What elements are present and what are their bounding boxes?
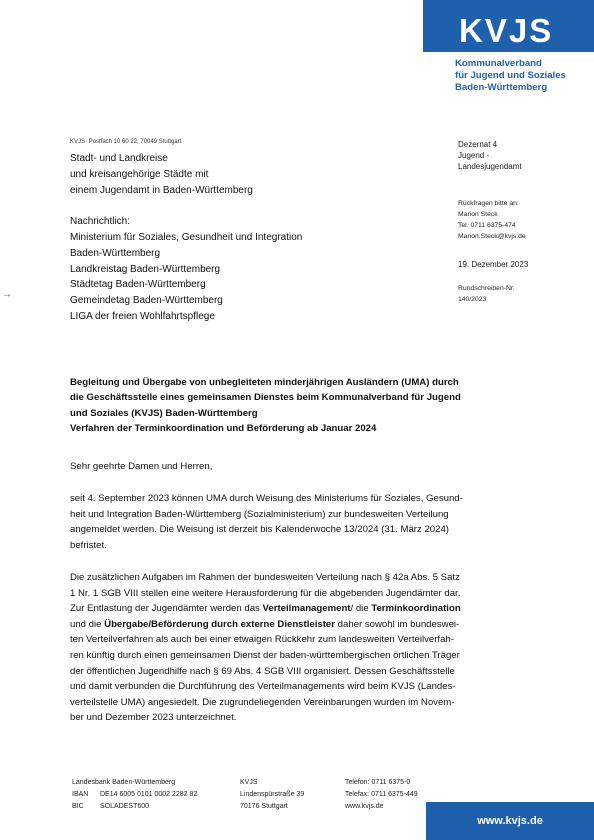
logo-subtitle: [455, 58, 566, 94]
bold-text-run: Verteilmanagement: [262, 603, 351, 615]
website-badge[interactable]: [426, 802, 594, 840]
footer-street: Lindenspürstraße 39: [240, 791, 305, 798]
paragraph-1: [70, 491, 520, 553]
paragraph-line: befristet.: [70, 539, 107, 551]
logo-line-1: Kommunalverband: [455, 58, 542, 69]
footer-web[interactable]: www.kvjs.de: [345, 803, 384, 810]
bic-row: [72, 801, 197, 813]
department-line: Dezernat 4: [458, 140, 498, 149]
circular-block: [458, 283, 515, 305]
department-line: Jugend -: [458, 151, 490, 160]
letter-subject: [70, 375, 530, 436]
paragraph-line: Die zusätzlichen Aufgaben im Rahmen der bundesweiten Verteilung nach § 42a Abs. 5 Satz: [70, 572, 460, 583]
text-run: daher sowohl im bundeswei-: [334, 618, 460, 630]
bank-name: Landesbank Baden-Württemberg: [72, 779, 176, 786]
recipient-line: LIGA der freien Wohlfahrtspflege: [70, 310, 215, 322]
subject-line: die Geschäftsstelle eines gemeinsamen Dienstes beim Kommunalverband für Jugend: [70, 392, 461, 404]
paragraph-line: seit 4. September 2023 können UMA durch Weisung des Ministeriums für Soziales, Gesund-: [70, 493, 463, 504]
contact-label: Rückfragen bitte an:: [458, 200, 519, 207]
paragraph-line: verteilstelle UMA) angesiedelt. Die zugrundeliegenden Vereinbarungen wurden im Novem-: [70, 696, 455, 708]
text-run: / die: [350, 603, 372, 615]
subject-line: Verfahren der Terminkoordination und Beförderung ab Januar 2024: [70, 422, 377, 434]
salutation: Sehr geehrte Damen und Herren,: [70, 461, 213, 472]
paragraph-line: heit und Integration Baden-Württemberg (Sozialministerium) zur bundesweiten Verteilung: [70, 508, 449, 520]
fold-mark-arrow-icon: →: [2, 289, 12, 300]
recipient-line: Landkreistag Baden-Württemberg: [70, 263, 221, 275]
bold-text-run: Übergabe/Beförderung durch externe Dienstleister: [104, 618, 335, 630]
contact-phone: Tel. 0711 6375-474: [458, 222, 516, 229]
footer-org: KVJS: [240, 779, 258, 786]
bold-text-run: Terminkoordination: [371, 603, 461, 615]
sender-line: KVJS· Postfach 10 60 22, 70049 Stuttgart: [70, 139, 182, 145]
recipient-line: Baden-Württemberg: [70, 247, 161, 259]
paragraph-line: ber und Dezember 2023 unterzeichnet.: [70, 712, 237, 724]
text-run: und die: [70, 618, 105, 630]
iban-value: DE14 6005 0101 0002 2282 82: [100, 791, 198, 798]
logo-text: KVJS: [459, 12, 554, 49]
recipient-line: Nachrichtlich:: [70, 216, 131, 228]
bic-label: BIC: [72, 803, 84, 810]
paragraph-line: 1 Nr. 1 SGB VIII stellen eine weitere Herausforderung für die abgebenden Jugendämter dar.: [70, 587, 461, 599]
recipient-block: [70, 151, 302, 325]
subject-line: und Soziales (KVJS) Baden-Württemberg: [70, 407, 258, 419]
recipient-line: [70, 198, 302, 214]
contact-name: Marion Steck: [458, 211, 498, 218]
paragraph-line: ren künftig durch einen gemeinsamen Dienst der baden-württembergischen örtlichen Träger: [70, 649, 460, 661]
department-block: [458, 139, 522, 172]
paragraph-line: der öffentlichen Jugendhilfe nach § 69 Abs. 4 SGB VIII organisiert. Dessen Geschäftsstelle: [70, 665, 455, 677]
circular-number: 140/2023: [458, 296, 487, 303]
letter-date: 19. Dezember 2023: [458, 260, 529, 269]
footer-contact: [345, 777, 418, 813]
logo-line-3: Baden-Württemberg: [455, 82, 548, 93]
bic-value: SOLADEST600: [100, 803, 150, 810]
contact-email: Marion.Steck@kvjs.de: [458, 233, 526, 240]
subject-line: Begleitung und Übergabe von unbegleiteten minderjährigen Ausländern (UMA) durch: [70, 377, 459, 388]
footer-bank: [72, 777, 197, 813]
recipient-line: einem Jugendamt in Baden-Württemberg: [70, 184, 253, 196]
contact-block: [458, 198, 526, 242]
paragraph-line: [70, 601, 520, 617]
paragraph-line: angemeldet werden. Die Weisung ist derzeit bis Kalenderwoche 13/2024 (31. März 2024): [70, 524, 449, 536]
recipient-line: Gemeindetag Baden-Württemberg: [70, 295, 223, 307]
paragraph-line: und damit verbunden die Durchführung des Verteilmanagements wird beim KVJS (Landes-: [70, 681, 456, 693]
logo-line-2: für Jugend und Soziales: [455, 70, 566, 81]
recipient-line: und kreisangehörige Städte mit: [70, 168, 209, 180]
paragraph-line: ten Verteilverfahren als auch bei einer etwaigen Rückkehr zum landesweiten Verteilverfah-: [70, 634, 454, 646]
circular-label: Rundschreiben-Nr.: [458, 285, 515, 292]
iban-row: [72, 789, 197, 801]
recipient-line: Ministerium für Soziales, Gesundheit und Integration: [70, 231, 303, 243]
website-badge-text[interactable]: www.kvjs.de: [477, 815, 543, 827]
footer-address: [240, 777, 304, 813]
recipient-line: Stadt- und Landkreise: [70, 153, 168, 164]
iban-label: IBAN: [72, 791, 89, 798]
text-run: Zur Entlastung der Jugendämter werden das: [70, 603, 263, 615]
paragraph-line: [70, 617, 520, 633]
footer-city: 70176 Stuttgart: [240, 803, 288, 810]
recipient-line: Städtetag Baden-Württemberg: [70, 279, 206, 291]
department-line: Landesjugendamt: [458, 162, 522, 171]
footer-fax: Telefax: 0711 6375-449: [345, 791, 418, 798]
paragraph-2: [70, 570, 520, 726]
footer-phone: Telefon: 0711 6375-0: [345, 779, 411, 786]
kvjs-logo: [423, 0, 594, 52]
